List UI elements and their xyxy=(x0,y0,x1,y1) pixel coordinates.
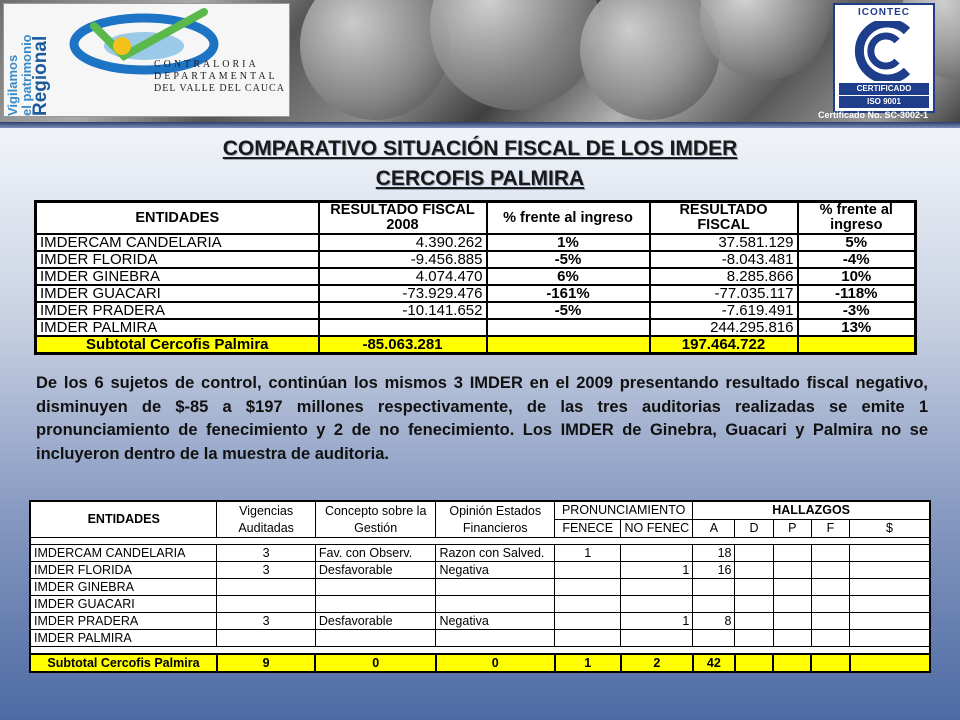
spacer xyxy=(30,538,930,545)
cell xyxy=(850,613,931,630)
cell: IMDER PALMIRA xyxy=(36,319,319,336)
cell xyxy=(555,562,621,579)
cell xyxy=(436,630,555,647)
slogan-line: el patrimonio xyxy=(19,34,34,116)
cell: 18 xyxy=(693,545,735,562)
cell: -77.035.117 xyxy=(650,285,798,302)
cell xyxy=(850,630,931,647)
cell xyxy=(555,579,621,596)
cell: IMDER GUACARI xyxy=(36,285,319,302)
coin-image xyxy=(700,0,830,80)
cell xyxy=(773,630,811,647)
icontec-certificado: CERTIFICADO xyxy=(839,83,929,95)
cell: Negativa xyxy=(436,562,555,579)
cell xyxy=(811,596,849,613)
col-header: Concepto sobre la Gestión xyxy=(315,501,436,538)
icontec-certification-logo xyxy=(833,3,935,113)
cell xyxy=(850,579,931,596)
table-row xyxy=(30,613,930,630)
cell: IMDER FLORIDA xyxy=(30,562,217,579)
cell: 2 xyxy=(621,654,693,672)
cell: IMDER GUACARI xyxy=(30,596,217,613)
col-header: A xyxy=(693,520,735,538)
cell xyxy=(315,579,436,596)
table-row xyxy=(36,285,916,302)
spacer-row xyxy=(30,647,930,655)
cell xyxy=(555,596,621,613)
slogan-line: Regional xyxy=(30,35,51,116)
spacer xyxy=(30,647,930,655)
subtotal-row xyxy=(30,654,930,672)
cell: 1 xyxy=(621,613,693,630)
table-row xyxy=(36,302,916,319)
cell: 3 xyxy=(217,562,315,579)
subtotal-row xyxy=(36,336,916,354)
cell: IMDERCAM CANDELARIA xyxy=(36,234,319,251)
cell xyxy=(436,579,555,596)
cell xyxy=(735,596,773,613)
col-header: NO FENEC xyxy=(621,520,693,538)
cell: 244.295.816 xyxy=(650,319,798,336)
col-header: $ xyxy=(850,520,931,538)
cell: -73.929.476 xyxy=(319,285,487,302)
cell xyxy=(798,336,916,354)
org-name xyxy=(154,59,285,95)
cell xyxy=(811,630,849,647)
org-line: DEL VALLE DEL CAUCA xyxy=(154,83,285,94)
cell: IMDERCAM CANDELARIA xyxy=(30,545,217,562)
icontec-icon xyxy=(849,21,919,81)
cell: IMDER GINEBRA xyxy=(30,579,217,596)
coin-image xyxy=(430,0,600,110)
col-header: Opinión Estados Financieros xyxy=(436,501,555,538)
page-subtitle: CERCOFIS PALMIRA xyxy=(375,167,585,190)
cell xyxy=(319,319,487,336)
coin-image xyxy=(580,0,720,120)
cell: 6% xyxy=(487,268,650,285)
table-row xyxy=(30,579,930,596)
table-row xyxy=(30,562,930,579)
org-line: CONTRALORIA xyxy=(154,59,259,70)
cell: -161% xyxy=(487,285,650,302)
cell xyxy=(217,579,315,596)
cell: Desfavorable xyxy=(315,613,436,630)
slogan-line: Vigilamos xyxy=(5,54,20,116)
cell xyxy=(735,562,773,579)
cell: 8 xyxy=(693,613,735,630)
col-header: ENTIDADES xyxy=(30,501,217,538)
cell: 3 xyxy=(217,545,315,562)
table-row xyxy=(36,268,916,285)
cell: IMDER GINEBRA xyxy=(36,268,319,285)
cell xyxy=(811,562,849,579)
summary-paragraph: De los 6 sujetos de control, continúan los mismos 3 IMDER en el 2009 presentando resultado fiscal negativo, disminuyen de $-85 a $197 millones respectivamente, de las tres auditorias realizadas se emite 1 pronunciamiento de fenecimiento y 2 de no fenecimiento. Los IMDER de Ginebra, Guacari y Palmira no se incluyeron dentro de la muestra de auditoria. xyxy=(36,374,928,463)
table-row xyxy=(30,630,930,647)
cell: 1 xyxy=(555,654,621,672)
cell xyxy=(487,319,650,336)
cell xyxy=(773,562,811,579)
cell: -3% xyxy=(798,302,916,319)
cell: IMDER PRADERA xyxy=(36,302,319,319)
table-header-row xyxy=(36,202,916,235)
cell: Subtotal Cercofis Palmira xyxy=(30,654,217,672)
cell xyxy=(773,613,811,630)
cell xyxy=(850,545,931,562)
org-line: DEPARTAMENTAL xyxy=(154,71,278,82)
table-row xyxy=(36,251,916,268)
cell: -8.043.481 xyxy=(650,251,798,268)
table-row xyxy=(30,596,930,613)
table-row xyxy=(30,545,930,562)
cell: 42 xyxy=(693,654,735,672)
cell: -85.063.281 xyxy=(319,336,487,354)
cell: 3 xyxy=(217,613,315,630)
audit-results-table xyxy=(29,500,931,673)
cell: 8.285.866 xyxy=(650,268,798,285)
coin-image xyxy=(300,0,450,120)
cell: -10.141.652 xyxy=(319,302,487,319)
col-header: RESULTADO FISCAL xyxy=(650,202,798,235)
cell xyxy=(773,579,811,596)
cell: 16 xyxy=(693,562,735,579)
cell: Negativa xyxy=(436,613,555,630)
fiscal-comparison-table xyxy=(34,200,917,355)
cell xyxy=(217,596,315,613)
col-header: F xyxy=(811,520,849,538)
cell: -5% xyxy=(487,302,650,319)
cell: Fav. con Observ. xyxy=(315,545,436,562)
cell: -5% xyxy=(487,251,650,268)
cell xyxy=(811,579,849,596)
cell: 10% xyxy=(798,268,916,285)
table-row xyxy=(36,234,916,251)
cell xyxy=(693,596,735,613)
cell xyxy=(315,596,436,613)
cell xyxy=(487,336,650,354)
cell: -7.619.491 xyxy=(650,302,798,319)
col-header: % frente al ingreso xyxy=(487,202,650,235)
icontec-name: ICONTEC xyxy=(858,7,910,18)
cell xyxy=(693,579,735,596)
cell xyxy=(811,545,849,562)
cell xyxy=(735,579,773,596)
cell xyxy=(773,596,811,613)
col-header: RESULTADO FISCAL 2008 xyxy=(319,202,487,235)
col-header: Vigencias Auditadas xyxy=(217,501,315,538)
cell xyxy=(735,545,773,562)
cell: -9.456.885 xyxy=(319,251,487,268)
cell: 1 xyxy=(621,562,693,579)
cell xyxy=(217,630,315,647)
cell xyxy=(811,654,849,672)
cell: IMDER PRADERA xyxy=(30,613,217,630)
cell xyxy=(555,613,621,630)
cell xyxy=(621,630,693,647)
cell: Subtotal Cercofis Palmira xyxy=(36,336,319,354)
cell xyxy=(735,613,773,630)
cell: -4% xyxy=(798,251,916,268)
cell: 4.074.470 xyxy=(319,268,487,285)
icontec-iso: ISO 9001 xyxy=(839,96,929,108)
cell: 1 xyxy=(555,545,621,562)
cell xyxy=(621,545,693,562)
header-banner xyxy=(0,0,960,122)
cell: Desfavorable xyxy=(315,562,436,579)
cell xyxy=(773,654,811,672)
cell: 13% xyxy=(798,319,916,336)
col-header: ENTIDADES xyxy=(36,202,319,235)
cell: 1% xyxy=(487,234,650,251)
cell xyxy=(621,579,693,596)
cell: 4.390.262 xyxy=(319,234,487,251)
cell: IMDER PALMIRA xyxy=(30,630,217,647)
cell: 197.464.722 xyxy=(650,336,798,354)
vertical-slogan xyxy=(5,6,51,116)
header-divider xyxy=(0,122,960,128)
col-header: FENECE xyxy=(555,520,621,538)
cell xyxy=(621,596,693,613)
cell xyxy=(735,654,773,672)
cell xyxy=(555,630,621,647)
cell: Razon con Salved. xyxy=(436,545,555,562)
cell: 5% xyxy=(798,234,916,251)
certificate-number: Certificado No. SC-3002-1 xyxy=(818,110,929,120)
cell: 0 xyxy=(436,654,555,672)
cell xyxy=(735,630,773,647)
cell xyxy=(436,596,555,613)
cell xyxy=(315,630,436,647)
table-header-row xyxy=(30,501,930,520)
page-title: COMPARATIVO SITUACIÓN FISCAL DE LOS IMDER xyxy=(222,137,738,160)
cell: 37.581.129 xyxy=(650,234,798,251)
cell xyxy=(850,654,931,672)
cell xyxy=(811,613,849,630)
col-header: D xyxy=(735,520,773,538)
table-row xyxy=(36,319,916,336)
cell xyxy=(693,630,735,647)
col-header: P xyxy=(773,520,811,538)
spacer-row xyxy=(30,538,930,545)
cell: -118% xyxy=(798,285,916,302)
col-header: HALLAZGOS xyxy=(693,501,930,520)
col-header: PRONUNCIAMIENTO xyxy=(555,501,693,520)
cell xyxy=(773,545,811,562)
cell: 9 xyxy=(217,654,315,672)
cell: 0 xyxy=(315,654,436,672)
cell xyxy=(850,562,931,579)
cell xyxy=(850,596,931,613)
contraloria-logo xyxy=(3,3,290,117)
col-header: % frente al ingreso xyxy=(798,202,916,235)
cell: IMDER FLORIDA xyxy=(36,251,319,268)
